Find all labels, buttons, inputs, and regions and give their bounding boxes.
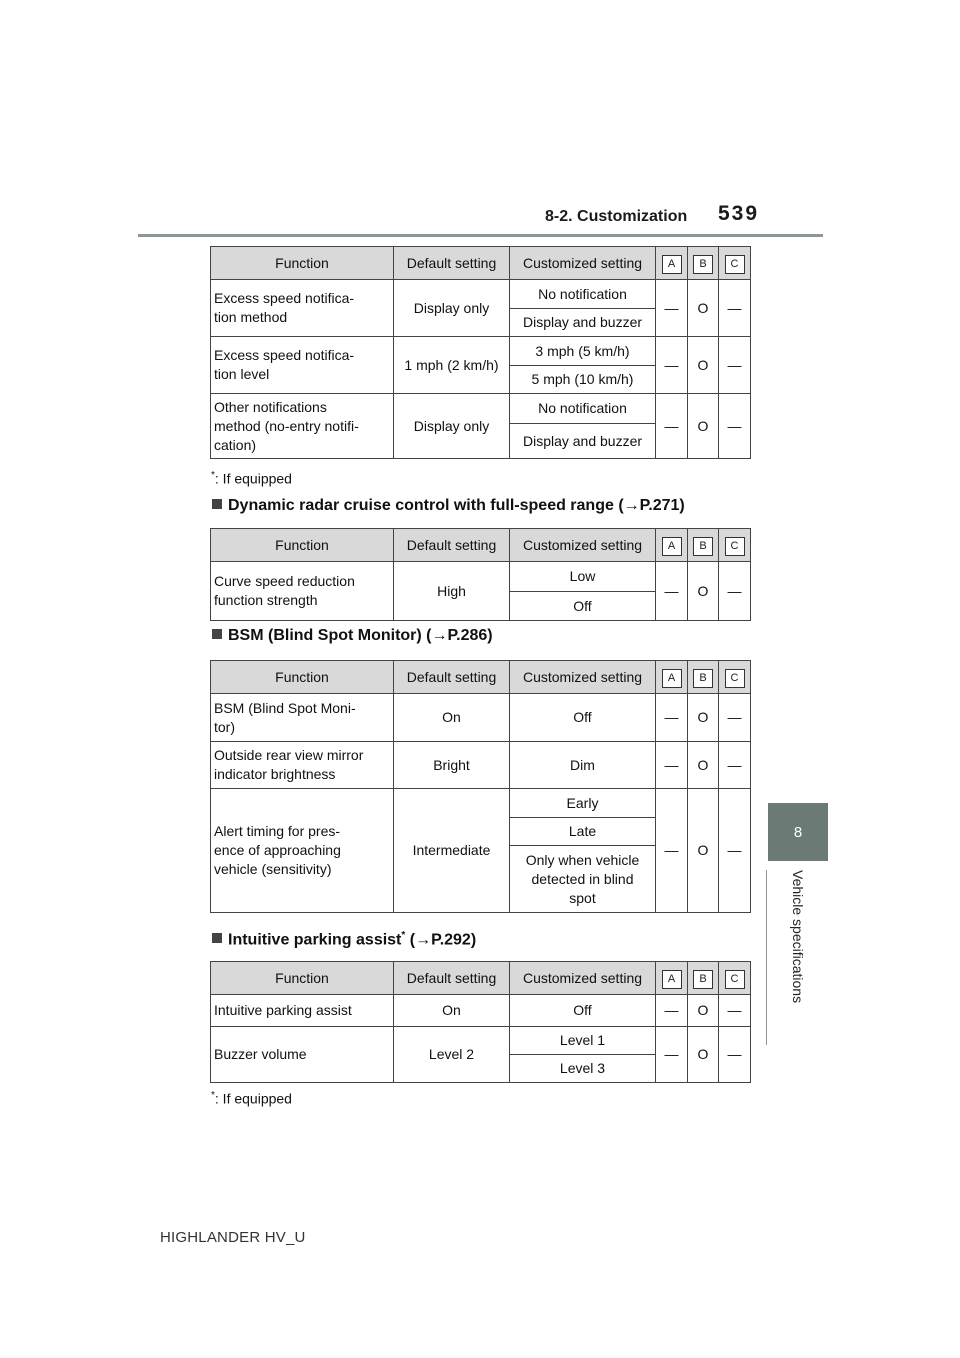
default-setting-cell: 1 mph (2 km/h) (394, 337, 510, 394)
page-reference[interactable]: P.292) (431, 931, 477, 949)
method-a-cell: — (656, 562, 688, 621)
method-a-cell: — (656, 1027, 688, 1083)
page-number: 539 (718, 202, 760, 225)
dynamic-radar-table (210, 528, 751, 621)
column-header-c (719, 247, 751, 280)
table-row (211, 742, 751, 789)
column-header-function: Function (211, 962, 394, 995)
arrow-icon: → (431, 627, 448, 644)
setting-method-a-icon: A (662, 970, 682, 989)
column-header-customized-setting: Customized setting (510, 247, 656, 280)
customized-setting-cell: Level 1 (510, 1027, 656, 1055)
method-c-cell: — (719, 742, 751, 789)
method-b-cell: O (688, 280, 719, 337)
table-row (211, 789, 751, 818)
default-setting-cell: Bright (394, 742, 510, 789)
asterisk: * (211, 470, 215, 481)
customized-setting-cell: Display and buzzer (510, 424, 656, 459)
column-header-c (719, 661, 751, 694)
function-cell: Other notifications method (no-entry notifi- cation) (211, 394, 394, 459)
column-header-default-setting: Default setting (394, 661, 510, 694)
default-setting-cell: Display only (394, 394, 510, 459)
method-a-cell: — (656, 394, 688, 459)
customized-setting-cell: Low (510, 562, 656, 592)
function-cell: Alert timing for pres- ence of approaching vehicle (sensitivity) (211, 789, 394, 913)
section-title-dynamic-radar (212, 497, 685, 515)
method-a-cell: — (656, 280, 688, 337)
section-title-bsm (212, 627, 493, 645)
column-header-function: Function (211, 529, 394, 562)
default-setting-cell: Display only (394, 280, 510, 337)
customized-setting-cell: Level 3 (510, 1055, 656, 1083)
customized-setting-cell: Off (510, 694, 656, 742)
method-b-cell: O (688, 562, 719, 621)
column-header-customized-setting: Customized setting (510, 962, 656, 995)
customized-setting-cell: Early (510, 789, 656, 818)
section-heading: 8-2. Customization (545, 208, 688, 225)
page-reference[interactable]: P.286) (447, 627, 493, 644)
customized-setting-cell: Display and buzzer (510, 309, 656, 337)
column-header-function: Function (211, 247, 394, 280)
setting-method-c-icon: C (725, 255, 745, 274)
column-header-a (656, 247, 688, 280)
bsm-table (210, 660, 751, 913)
method-c-cell: — (719, 694, 751, 742)
table-row (211, 280, 751, 309)
setting-method-c-icon: C (725, 669, 745, 688)
table-header-row (211, 661, 751, 694)
page-reference[interactable]: P.271) (639, 497, 685, 514)
table-row (211, 337, 751, 366)
column-header-function: Function (211, 661, 394, 694)
function-cell: Buzzer volume (211, 1027, 394, 1083)
method-b-cell: O (688, 337, 719, 394)
method-c-cell: — (719, 280, 751, 337)
table-row (211, 995, 751, 1027)
column-header-c (719, 529, 751, 562)
setting-method-c-icon: C (725, 537, 745, 556)
footnote-if-equipped (211, 1090, 292, 1107)
customized-setting-cell: Off (510, 995, 656, 1027)
column-header-customized-setting: Customized setting (510, 661, 656, 694)
function-cell: BSM (Blind Spot Moni- tor) (211, 694, 394, 742)
arrow-icon: → (623, 497, 640, 514)
customized-setting-cell: 5 mph (10 km/h) (510, 366, 656, 394)
setting-method-b-icon: B (693, 970, 713, 989)
chapter-tab[interactable] (768, 803, 828, 861)
function-cell: Excess speed notifica- tion level (211, 337, 394, 394)
setting-method-b-icon: B (693, 669, 713, 688)
column-header-a (656, 661, 688, 694)
customized-setting-cell: No notification (510, 280, 656, 309)
section-title-open: ( (405, 931, 416, 949)
method-a-cell: — (656, 789, 688, 913)
table-header-row (211, 962, 751, 995)
customized-setting-cell: Only when vehicle detected in blind spot (510, 846, 656, 913)
setting-method-b-icon: B (693, 537, 713, 556)
header-rule (138, 234, 823, 237)
method-c-cell: — (719, 394, 751, 459)
asterisk: * (211, 1090, 215, 1101)
method-c-cell: — (719, 995, 751, 1027)
setting-method-b-icon: B (693, 255, 713, 274)
customized-setting-cell: Off (510, 592, 656, 621)
excess-speed-table (210, 246, 751, 459)
asterisk: * (401, 930, 406, 941)
method-b-cell: O (688, 742, 719, 789)
arrow-icon: → (415, 931, 432, 949)
method-b-cell: O (688, 789, 719, 913)
footnote-text: : If equipped (214, 1090, 292, 1107)
section-title-text: Dynamic radar cruise control with full-speed range ( (228, 497, 624, 514)
function-cell: Intuitive parking assist (211, 995, 394, 1027)
method-c-cell: — (719, 337, 751, 394)
section-title-text: BSM (Blind Spot Monitor) ( (228, 627, 432, 644)
section-title-parking-assist (212, 930, 476, 949)
setting-method-a-icon: A (662, 669, 682, 688)
chapter-label-text: Vehicle specifications (790, 870, 806, 1004)
column-header-b (688, 661, 719, 694)
setting-method-a-icon: A (662, 537, 682, 556)
method-b-cell: O (688, 995, 719, 1027)
column-header-b (688, 529, 719, 562)
parking-assist-table (210, 961, 751, 1083)
table-row (211, 394, 751, 424)
customized-setting-cell: Dim (510, 742, 656, 789)
footnote-text: : If equipped (214, 470, 292, 487)
method-a-cell: — (656, 742, 688, 789)
table-header-row (211, 529, 751, 562)
column-header-default-setting: Default setting (394, 962, 510, 995)
default-setting-cell: Intermediate (394, 789, 510, 913)
column-header-default-setting: Default setting (394, 247, 510, 280)
method-a-cell: — (656, 694, 688, 742)
customized-setting-cell: 3 mph (5 km/h) (510, 337, 656, 366)
default-setting-cell: On (394, 694, 510, 742)
customized-setting-cell: No notification (510, 394, 656, 424)
column-header-c (719, 962, 751, 995)
function-cell: Curve speed reduction function strength (211, 562, 394, 621)
section-title-text: Intuitive parking assist (228, 931, 402, 949)
table-row (211, 694, 751, 742)
method-b-cell: O (688, 394, 719, 459)
table-row (211, 562, 751, 592)
side-divider (766, 870, 767, 1045)
footer-model: HIGHLANDER HV_U (160, 1229, 306, 1246)
method-c-cell: — (719, 1027, 751, 1083)
function-cell: Outside rear view mirror indicator brightness (211, 742, 394, 789)
column-header-customized-setting: Customized setting (510, 529, 656, 562)
default-setting-cell: Level 2 (394, 1027, 510, 1083)
column-header-default-setting: Default setting (394, 529, 510, 562)
default-setting-cell: On (394, 995, 510, 1027)
square-bullet-icon (212, 499, 222, 509)
method-c-cell: — (719, 789, 751, 913)
customized-setting-cell: Late (510, 818, 656, 846)
column-header-a (656, 529, 688, 562)
setting-method-a-icon: A (662, 255, 682, 274)
chapter-number: 8 (793, 823, 803, 841)
method-a-cell: — (656, 337, 688, 394)
column-header-b (688, 962, 719, 995)
method-c-cell: — (719, 562, 751, 621)
footnote-if-equipped (211, 470, 292, 487)
column-header-a (656, 962, 688, 995)
method-a-cell: — (656, 995, 688, 1027)
table-row (211, 1027, 751, 1055)
setting-method-c-icon: C (725, 970, 745, 989)
table-header-row (211, 247, 751, 280)
column-header-b (688, 247, 719, 280)
function-cell: Excess speed notifica- tion method (211, 280, 394, 337)
square-bullet-icon (212, 629, 222, 639)
method-b-cell: O (688, 694, 719, 742)
method-b-cell: O (688, 1027, 719, 1083)
square-bullet-icon (212, 933, 222, 943)
default-setting-cell: High (394, 562, 510, 621)
chapter-label (768, 870, 828, 1035)
